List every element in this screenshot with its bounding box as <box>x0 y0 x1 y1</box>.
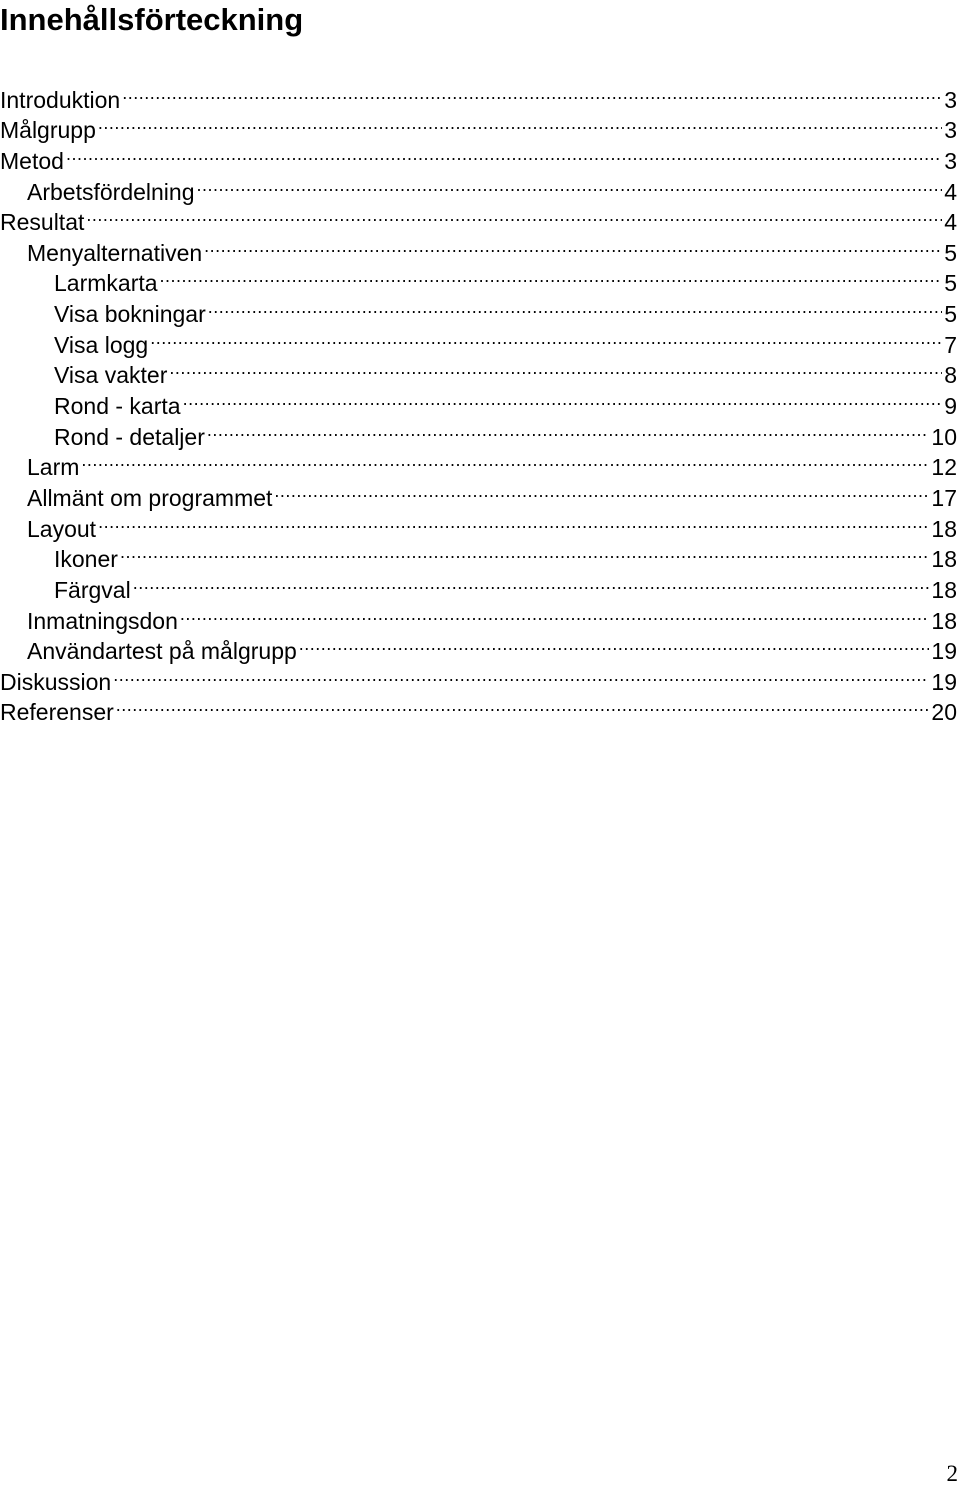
toc-dot-leader <box>274 475 929 506</box>
toc-entry-page: 7 <box>944 331 957 358</box>
toc-entry-title: Ikoner <box>54 546 118 573</box>
toc-dot-leader <box>98 506 929 537</box>
toc-entry-page: 19 <box>931 638 957 665</box>
toc-entry-title: Layout <box>27 515 97 542</box>
toc-entry-title: Arbetsfördelning <box>27 178 195 205</box>
toc-entry-title: Menyalternativen <box>27 239 203 266</box>
toc-entry-page: 18 <box>931 546 957 573</box>
toc-entry-page: 19 <box>931 668 957 695</box>
toc-dot-leader <box>122 77 942 108</box>
toc-entry-page: 3 <box>944 86 957 113</box>
toc-entry-title: Visa vakter <box>54 362 168 389</box>
toc-entry <box>0 659 960 695</box>
toc-dot-leader <box>197 169 943 200</box>
toc-entry-title: Inmatningsdon <box>27 607 178 634</box>
toc-entry-title: Resultat <box>0 209 85 236</box>
toc-dot-leader <box>133 567 930 598</box>
toc-entry-title: Larm <box>27 454 80 481</box>
toc-dot-leader <box>98 108 942 139</box>
toc-entry <box>0 475 960 511</box>
toc-entry <box>0 690 960 726</box>
toc-entry-title: Introduktion <box>0 86 121 113</box>
toc-entry-title: Rond - detaljer <box>54 423 205 450</box>
toc-entry <box>0 445 960 481</box>
toc-entry-page: 3 <box>944 117 957 144</box>
toc-entry <box>0 108 960 144</box>
toc-entry <box>0 138 960 174</box>
toc-entry-title: Diskussion <box>0 668 112 695</box>
toc-entry <box>0 200 960 236</box>
toc-dot-leader <box>169 353 942 384</box>
toc-entry-title: Referenser <box>0 699 114 726</box>
toc-entry-title: Rond - karta <box>54 393 181 420</box>
toc-dot-leader <box>180 598 930 629</box>
toc-entry-title: Användartest på målgrupp <box>27 638 297 665</box>
toc-entry-page: 18 <box>931 576 957 603</box>
toc-dot-leader <box>113 659 929 690</box>
page-number: 2 <box>946 1461 958 1486</box>
toc-dot-leader <box>204 230 942 261</box>
toc-entry <box>0 77 960 113</box>
toc-entry-title: Visa bokningar <box>54 301 206 328</box>
toc-dot-leader <box>208 291 942 322</box>
toc-entry-page: 20 <box>931 699 957 726</box>
toc-entry <box>0 230 960 266</box>
toc-entry-page: 12 <box>931 454 957 481</box>
toc-entry-page: 3 <box>944 147 957 174</box>
toc-dot-leader <box>86 200 942 231</box>
toc-entry-page: 18 <box>931 515 957 542</box>
toc-entry-title: Larmkarta <box>54 270 158 297</box>
toc-entry-page: 18 <box>931 607 957 634</box>
toc-entry-page: 10 <box>931 423 957 450</box>
toc-heading: Innehållsförteckning <box>0 2 304 37</box>
toc-entry-page: 4 <box>944 178 957 205</box>
toc-entry <box>0 506 960 542</box>
toc-entry-page: 5 <box>944 239 957 266</box>
toc-dot-leader <box>120 537 929 568</box>
toc-entry-page: 4 <box>944 209 957 236</box>
toc-dot-leader <box>299 629 930 660</box>
toc-dot-leader <box>81 445 929 476</box>
toc-dot-leader <box>207 414 930 445</box>
toc-list <box>0 77 960 726</box>
toc-dot-leader <box>183 383 943 414</box>
toc-entry-title: Visa logg <box>54 331 149 358</box>
toc-entry-page: 17 <box>931 484 957 511</box>
toc-dot-leader <box>116 690 930 721</box>
toc-dot-leader <box>160 261 943 292</box>
toc-entry-page: 9 <box>944 393 957 420</box>
toc-entry <box>0 598 960 634</box>
toc-entry-page: 8 <box>944 362 957 389</box>
toc-entry-title: Allmänt om programmet <box>27 484 273 511</box>
toc-dot-leader <box>150 322 942 353</box>
toc-entry-title: Färgval <box>54 576 131 603</box>
toc-entry-page: 5 <box>944 301 957 328</box>
toc-dot-leader <box>66 138 942 169</box>
toc-entry-title: Målgrupp <box>0 117 96 144</box>
toc-entry <box>0 169 960 205</box>
toc-entry <box>0 567 960 603</box>
toc-entry <box>0 537 960 573</box>
toc-entry-title: Metod <box>0 147 64 174</box>
toc-entry-page: 5 <box>944 270 957 297</box>
